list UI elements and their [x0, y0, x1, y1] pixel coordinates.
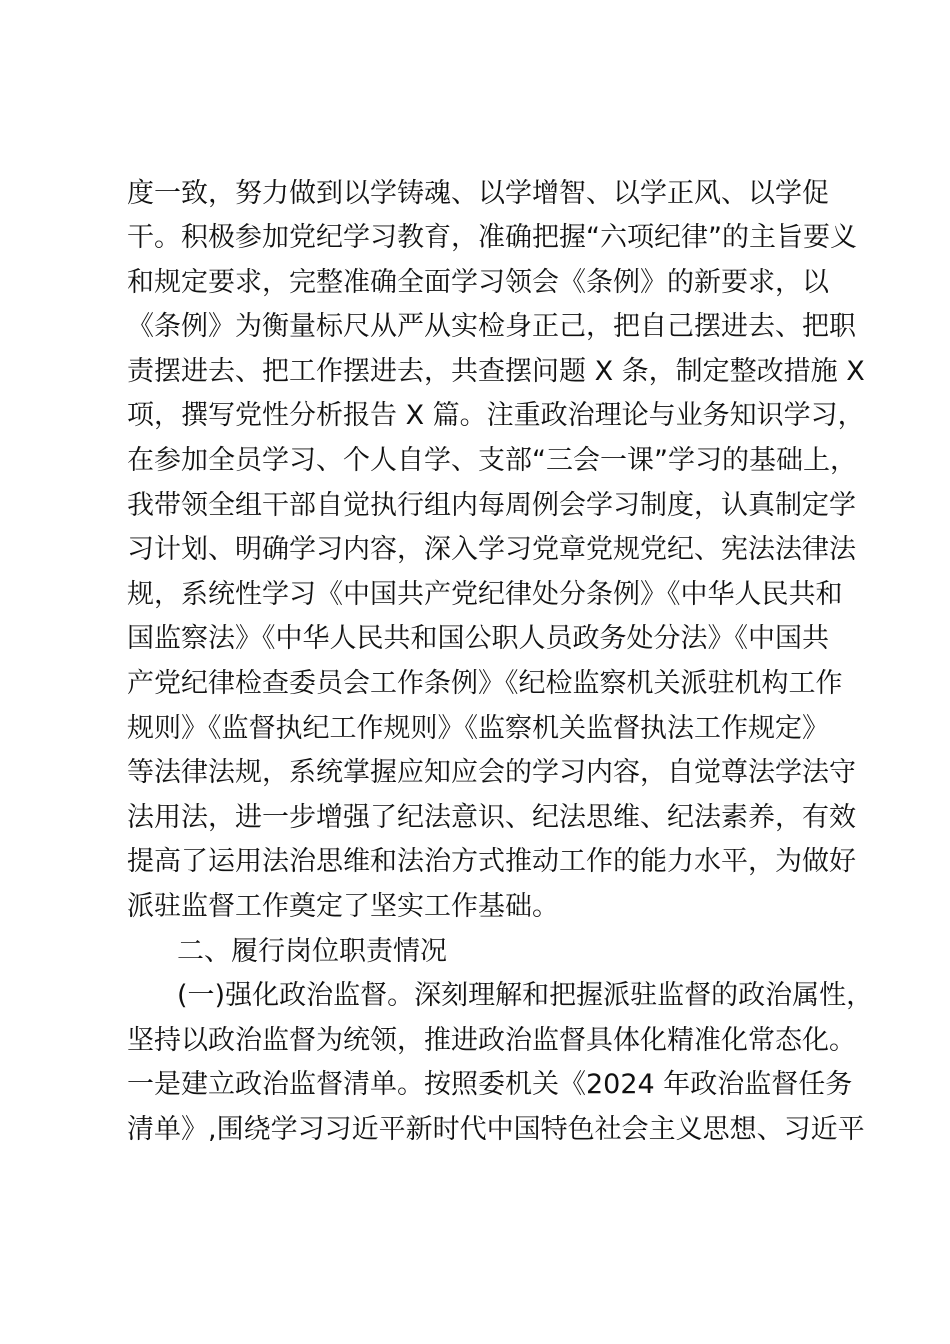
body-text-line: 国监察法》《中华人民共和国公职人员政务处分法》《中国共 — [127, 623, 829, 654]
body-text-line: 项，撰写党性分析报告 X 篇。注重政治理论与业务知识学习， — [127, 400, 865, 431]
body-text-line: 我带领全组干部自觉执行组内每周例会学习制度，认真制定学 — [127, 490, 856, 521]
body-text-line: 责摆进去、把工作摆进去，共查摆问题 X 条，制定整改措施 X — [127, 356, 865, 387]
body-text-line: 干。积极参加党纪学习教育，准确把握“六项纪律”的主旨要义 — [127, 222, 857, 253]
body-text-line: 习计划、明确学习内容，深入学习党章党规党纪、宪法法律法 — [127, 534, 856, 565]
body-text-line: 规则》《监督执纪工作规则》《监察机关监督执法工作规定》 — [127, 713, 829, 744]
body-text-line: 规，系统性学习《中国共产党纪律处分条例》《中华人民共和 — [127, 579, 843, 610]
body-text-line: 法用法，进一步增强了纪法意识、纪法思维、纪法素养，有效 — [127, 802, 856, 833]
body-text-line: 一是建立政治监督清单。按照委机关《2024 年政治监督任务 — [127, 1069, 853, 1100]
body-text-line: 提高了运用法治思维和法治方式推动工作的能力水平，为做好 — [127, 846, 856, 877]
body-text-line: 坚持以政治监督为统领，推进政治监督具体化精准化常态化。 — [127, 1025, 856, 1056]
body-text-line: 清单》,围绕学习习近平新时代中国特色社会主义思想、习近平 — [127, 1114, 865, 1145]
subsection-heading-line: (一)强化政治监督。深刻理解和把握派驻监督的政治属性， — [177, 980, 874, 1011]
body-text-line: 度一致，努力做到以学铸魂、以学增智、以学正风、以学促 — [127, 178, 829, 209]
body-text-line: 和规定要求，完整准确全面学习领会《条例》的新要求，以 — [127, 267, 829, 298]
body-text-line: 产党纪律检查委员会工作条例》《纪检监察机关派驻机构工作 — [127, 668, 843, 699]
section-heading: 二、履行岗位职责情况 — [177, 936, 447, 967]
body-text-line: 《条例》为衡量标尺从严从实检身正己，把自己摆进去、把职 — [127, 311, 856, 342]
body-text-line: 在参加全员学习、个人自学、支部“三会一课”学习的基础上， — [127, 445, 857, 476]
body-text-line: 派驻监督工作奠定了坚实工作基础。 — [127, 891, 559, 922]
body-text-line: 等法律法规，系统掌握应知应会的学习内容，自觉尊法学法守 — [127, 757, 856, 788]
